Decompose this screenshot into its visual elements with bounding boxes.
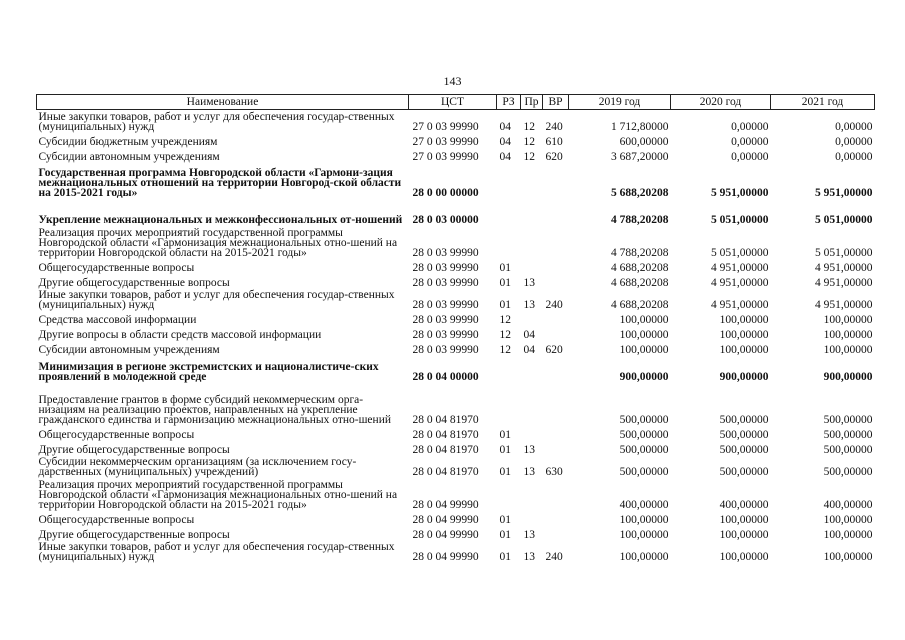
row-2019: 100,00000 <box>619 529 669 541</box>
row-2020: 5 951,00000 <box>711 187 769 199</box>
row-2020: 0,00000 <box>731 121 769 133</box>
row-2019: 100,00000 <box>619 329 669 341</box>
row-pr: 12 <box>523 136 535 148</box>
row-2020: 900,00000 <box>719 371 769 383</box>
row-cst: 28 0 04 81970 <box>412 466 479 478</box>
header-name: Наименование <box>37 95 409 110</box>
table-row <box>37 258 875 273</box>
row-vr: 240 <box>545 121 563 133</box>
row-rz: 01 <box>499 529 511 541</box>
row-name: Общегосударственные вопросы <box>38 514 195 526</box>
row-pr: 12 <box>523 121 535 133</box>
row-name: Иные закупки товаров, работ и услуг для обеспечения государ-ственных (муниципальных) нужд <box>38 541 395 563</box>
table-row <box>37 455 875 477</box>
row-2021: 0,00000 <box>835 151 873 163</box>
row-rz <box>497 225 521 258</box>
row-2019: 100,00000 <box>619 314 669 326</box>
row-2021: 500,00000 <box>823 429 873 441</box>
row-rz: 01 <box>499 444 511 456</box>
row-2021: 0,00000 <box>835 136 873 148</box>
row-pr: 12 <box>523 151 535 163</box>
row-2020: 500,00000 <box>719 429 769 441</box>
row-2020: 500,00000 <box>719 466 769 478</box>
row-pr <box>521 425 543 440</box>
row-cst: 27 0 03 99990 <box>412 121 479 133</box>
row-vr <box>543 162 569 198</box>
row-name: Реализация прочих мероприятий государственной программы Новгородской области «Гармонизация межнациональных отно-шений на территории Новгородской области на 2015-2021 годы» <box>38 227 398 259</box>
row-vr <box>543 440 569 455</box>
row-2019: 4 788,20208 <box>611 247 669 259</box>
row-rz: 12 <box>499 344 511 356</box>
row-vr <box>543 325 569 340</box>
row-rz: 01 <box>499 514 511 526</box>
row-cst: 28 0 03 99990 <box>412 277 479 289</box>
row-rz: 01 <box>499 551 511 563</box>
row-2021: 100,00000 <box>823 344 873 356</box>
row-vr <box>543 310 569 325</box>
row-pr: 13 <box>523 444 535 456</box>
row-vr <box>543 258 569 273</box>
row-rz <box>497 355 521 382</box>
row-vr <box>543 273 569 288</box>
table-row <box>37 147 875 162</box>
page-number: 143 <box>443 74 462 88</box>
row-2020: 0,00000 <box>731 151 769 163</box>
row-name: Субсидии автономным учреждениям <box>38 151 220 163</box>
row-2021: 5 051,00000 <box>815 214 873 226</box>
table-row <box>37 540 875 562</box>
row-2019: 100,00000 <box>619 344 669 356</box>
row-2020: 100,00000 <box>719 344 769 356</box>
row-vr <box>543 225 569 258</box>
table-row <box>37 325 875 340</box>
table-row <box>37 525 875 540</box>
row-rz: 01 <box>499 262 511 274</box>
row-vr: 620 <box>545 344 563 356</box>
row-name: Государственная программа Новгородской области «Гармони-зация межнациональных отношений на территории Новгород-ской области на 2015-2021 годы» <box>38 167 402 199</box>
row-2021: 4 951,00000 <box>815 277 873 289</box>
row-pr <box>521 162 543 198</box>
row-cst: 27 0 03 99990 <box>412 151 479 163</box>
row-cst: 28 0 03 99990 <box>412 329 479 341</box>
row-vr: 240 <box>545 551 563 563</box>
row-2019: 1 712,80000 <box>611 121 669 133</box>
row-2019: 900,00000 <box>619 371 669 383</box>
row-pr: 13 <box>523 277 535 289</box>
row-cst: 28 0 03 99990 <box>412 262 479 274</box>
header-vr: ВР <box>543 95 569 110</box>
row-cst: 28 0 03 99990 <box>412 344 479 356</box>
table-row <box>37 225 875 258</box>
table-row <box>37 477 875 510</box>
row-cst: 28 0 04 81970 <box>412 414 479 426</box>
row-cst: 28 0 03 99990 <box>412 247 479 259</box>
row-vr: 610 <box>545 136 563 148</box>
header-rz: РЗ <box>497 95 521 110</box>
row-2019: 100,00000 <box>619 551 669 563</box>
row-name: Субсидии автономным учреждениям <box>38 344 220 356</box>
row-rz: 01 <box>499 466 511 478</box>
row-2020: 4 951,00000 <box>711 299 769 311</box>
table-row <box>37 382 875 425</box>
row-rz <box>497 162 521 198</box>
row-cst: 28 0 04 99990 <box>412 514 479 526</box>
table-row <box>37 355 875 382</box>
row-2019: 3 687,20000 <box>611 151 669 163</box>
row-2020: 0,00000 <box>731 136 769 148</box>
row-2020: 100,00000 <box>719 529 769 541</box>
row-pr: 04 <box>523 329 535 341</box>
row-rz: 12 <box>499 329 511 341</box>
header-2021: 2021 год <box>771 95 875 110</box>
row-2020: 500,00000 <box>719 414 769 426</box>
row-rz: 01 <box>499 299 511 311</box>
row-vr <box>543 198 569 225</box>
row-rz: 04 <box>499 121 511 133</box>
row-2020: 100,00000 <box>719 329 769 341</box>
row-cst: 28 0 00 00000 <box>412 187 479 199</box>
row-cst: 28 0 04 99990 <box>412 499 479 511</box>
row-vr <box>543 510 569 525</box>
table-row <box>37 198 875 225</box>
row-2019: 4 688,20208 <box>611 299 669 311</box>
row-2019: 500,00000 <box>619 414 669 426</box>
row-cst: 28 0 04 81970 <box>412 429 479 441</box>
row-2021: 4 951,00000 <box>815 299 873 311</box>
table-row <box>37 440 875 455</box>
row-2021: 400,00000 <box>823 499 873 511</box>
row-2020: 5 051,00000 <box>711 214 769 226</box>
row-pr <box>521 258 543 273</box>
row-2020: 100,00000 <box>719 514 769 526</box>
row-name: Иные закупки товаров, работ и услуг для обеспечения государ-ственных (муниципальных) нужд <box>38 289 395 311</box>
row-2021: 4 951,00000 <box>815 262 873 274</box>
row-2019: 400,00000 <box>619 499 669 511</box>
row-pr <box>521 510 543 525</box>
row-name: Иные закупки товаров, работ и услуг для обеспечения государ-ственных (муниципальных) нужд <box>38 111 395 133</box>
row-2021: 900,00000 <box>823 371 873 383</box>
row-pr <box>521 477 543 510</box>
row-cst: 28 0 04 99990 <box>412 529 479 541</box>
row-2021: 100,00000 <box>823 329 873 341</box>
row-cst: 28 0 04 81970 <box>412 444 479 456</box>
row-2019: 600,00000 <box>619 136 669 148</box>
header-cst: ЦСТ <box>409 95 497 110</box>
row-2019: 500,00000 <box>619 466 669 478</box>
row-2021: 100,00000 <box>823 529 873 541</box>
row-pr <box>521 198 543 225</box>
row-cst: 28 0 03 00000 <box>412 214 479 226</box>
table-row <box>37 425 875 440</box>
row-pr: 04 <box>523 344 535 356</box>
row-name: Укрепление межнациональных и межконфессиональных от-ношений <box>38 214 403 226</box>
row-pr <box>521 382 543 425</box>
row-cst: 28 0 04 00000 <box>412 371 479 383</box>
row-pr <box>521 355 543 382</box>
row-2021: 500,00000 <box>823 444 873 456</box>
row-2019: 100,00000 <box>619 514 669 526</box>
row-vr: 620 <box>545 151 563 163</box>
table-row <box>37 288 875 310</box>
row-2021: 100,00000 <box>823 314 873 326</box>
row-2020: 100,00000 <box>719 551 769 563</box>
row-2020: 5 051,00000 <box>711 247 769 259</box>
budget-table <box>36 94 875 562</box>
table-row <box>37 132 875 147</box>
row-pr: 13 <box>523 466 535 478</box>
row-pr: 13 <box>523 299 535 311</box>
row-2021: 500,00000 <box>823 414 873 426</box>
header-2019: 2019 год <box>569 95 671 110</box>
row-rz: 04 <box>499 151 511 163</box>
row-pr <box>521 225 543 258</box>
row-vr <box>543 525 569 540</box>
row-name: Другие общегосударственные вопросы <box>38 444 230 456</box>
row-vr <box>543 477 569 510</box>
row-2021: 500,00000 <box>823 466 873 478</box>
row-cst: 28 0 03 99990 <box>412 314 479 326</box>
row-rz: 04 <box>499 136 511 148</box>
row-2021: 100,00000 <box>823 514 873 526</box>
row-name: Минимизация в регионе экстремистских и националистиче-ских проявлений в молодежной среде <box>38 361 379 383</box>
row-rz: 01 <box>499 277 511 289</box>
row-2019: 4 788,20208 <box>611 214 669 226</box>
row-pr <box>521 310 543 325</box>
row-cst: 28 0 04 99990 <box>412 551 479 563</box>
row-name: Общегосударственные вопросы <box>38 429 195 441</box>
row-rz <box>497 198 521 225</box>
row-name: Другие общегосударственные вопросы <box>38 277 230 289</box>
row-name: Реализация прочих мероприятий государственной программы Новгородской области «Гармонизация межнациональных отно-шений на территории Новгородской области на 2015-2021 годы» <box>38 479 398 511</box>
row-2020: 100,00000 <box>719 314 769 326</box>
table-row <box>37 310 875 325</box>
row-2021: 5 051,00000 <box>815 247 873 259</box>
row-vr: 630 <box>545 466 563 478</box>
row-name: Другие общегосударственные вопросы <box>38 529 230 541</box>
row-rz: 12 <box>499 314 511 326</box>
row-2019: 4 688,20208 <box>611 277 669 289</box>
row-cst: 27 0 03 99990 <box>412 136 479 148</box>
row-name: Предоставление грантов в форме субсидий некоммерческим орга-низациям на реализацию проектов, направленных на укрепление гражданского единства и гармонизацию межнациональных отно-шений <box>38 394 391 426</box>
row-rz <box>497 382 521 425</box>
row-vr <box>543 425 569 440</box>
row-2021: 0,00000 <box>835 121 873 133</box>
row-rz: 01 <box>499 429 511 441</box>
row-pr: 13 <box>523 529 535 541</box>
row-rz <box>497 477 521 510</box>
row-2020: 4 951,00000 <box>711 262 769 274</box>
row-2019: 500,00000 <box>619 444 669 456</box>
table-row <box>37 510 875 525</box>
row-2020: 400,00000 <box>719 499 769 511</box>
row-vr: 240 <box>545 299 563 311</box>
table-row <box>37 273 875 288</box>
row-name: Субсидии некоммерческим организациям (за исключением госу-дарственных (муниципальных) учреждений) <box>38 456 357 478</box>
row-2021: 100,00000 <box>823 551 873 563</box>
row-name: Общегосударственные вопросы <box>38 262 195 274</box>
header-pr: Пр <box>521 95 543 110</box>
row-2020: 4 951,00000 <box>711 277 769 289</box>
row-name: Средства массовой информации <box>38 314 197 326</box>
row-2019: 4 688,20208 <box>611 262 669 274</box>
row-name: Другие вопросы в области средств массовой информации <box>38 329 322 341</box>
row-name: Субсидии бюджетным учреждениям <box>38 136 218 148</box>
table-row <box>37 110 875 133</box>
table-header-row <box>37 95 875 110</box>
row-2019: 500,00000 <box>619 429 669 441</box>
table-row <box>37 162 875 198</box>
row-vr <box>543 355 569 382</box>
row-cst: 28 0 03 99990 <box>412 299 479 311</box>
row-pr: 13 <box>523 551 535 563</box>
row-2019: 5 688,20208 <box>611 187 669 199</box>
row-2020: 500,00000 <box>719 444 769 456</box>
header-2020: 2020 год <box>671 95 771 110</box>
row-vr <box>543 382 569 425</box>
row-2021: 5 951,00000 <box>815 187 873 199</box>
table-row <box>37 340 875 355</box>
